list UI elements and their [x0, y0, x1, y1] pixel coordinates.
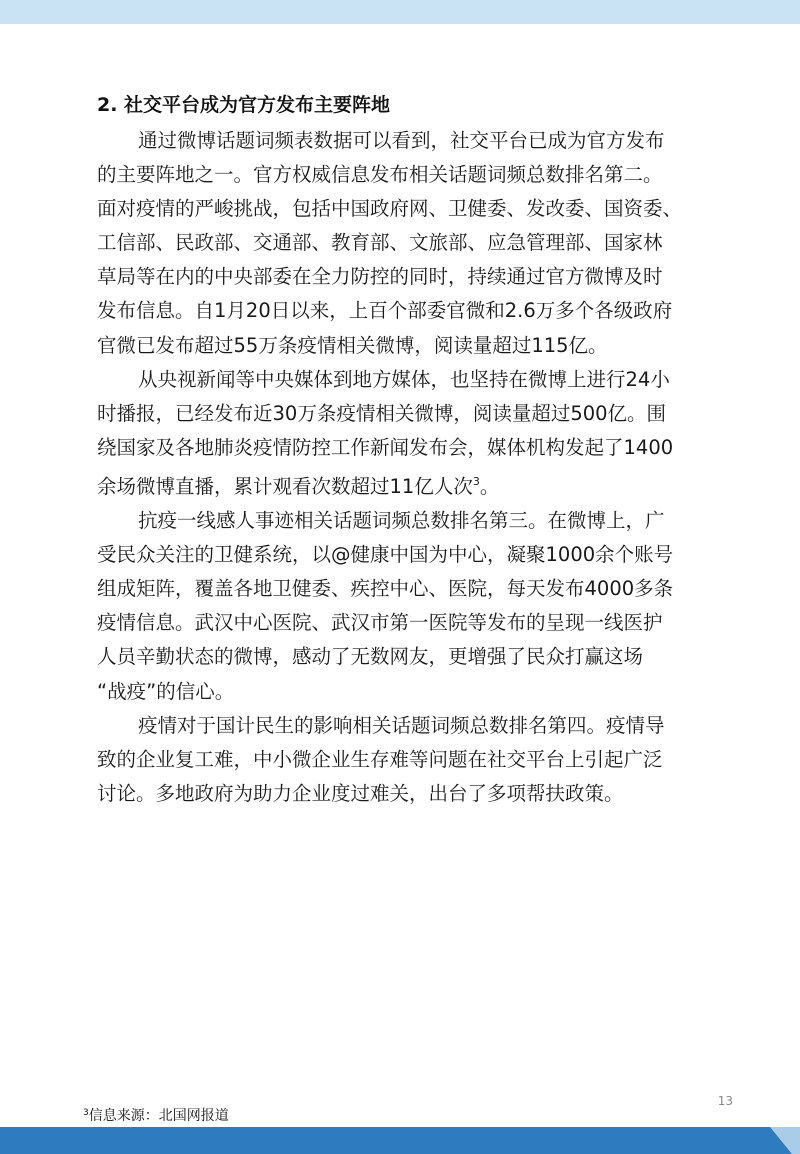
footnote	[83, 1104, 229, 1125]
paragraph-official-release	[97, 124, 705, 363]
text-line: 官微已发布超过55万条疫情相关微博，阅读量超过115亿。	[97, 333, 608, 357]
text-line-tail: 。	[479, 474, 500, 498]
text-line: 抗疫一线感人事迹相关话题词频总数排名第三。在微博上，广	[138, 509, 665, 533]
text-line: 疫情信息。武汉中心医院、武汉市第一医院等发布的呈现一线医护	[97, 611, 663, 635]
text-line: 组成矩阵，覆盖各地卫健委、疾控中心、医院，每天发布4000多条	[97, 577, 674, 601]
text-line: 绕国家及各地肺炎疫情防控工作新闻发布会，媒体机构发起了1400	[97, 435, 674, 459]
paragraph-frontline-stories	[97, 504, 705, 709]
header-decorative-band	[0, 0, 800, 24]
text-line: “战疫”的信心。	[97, 679, 235, 703]
text-line-content: 余场微博直播，累计观看次数超过11亿人次	[97, 474, 473, 498]
footnote-mark: 3	[83, 1108, 89, 1118]
text-line: 的主要阵地之一。官方权威信息发布相关话题词频总数排名第二。	[97, 163, 663, 187]
section-heading: 2. 社交平台成为官方发布主要阵地	[97, 94, 391, 116]
text-line: 人员辛勤状态的微博，感动了无数网友，更增强了民众打赢这场	[97, 645, 644, 669]
paragraph-economic-impact	[97, 709, 705, 811]
footer-decorative-band	[0, 1127, 800, 1154]
text-line	[97, 465, 705, 504]
page-number: 13	[717, 1094, 733, 1108]
text-line: 致的企业复工难，中小微企业生存难等问题在社交平台上引起广泛	[97, 747, 663, 771]
text-line: 时播报，已经发布近30万条疫情相关微博，阅读量超过500亿。围	[97, 401, 667, 425]
paragraph-media-coverage	[97, 363, 705, 504]
text-line: 面对疫情的严峻挑战，包括中国政府网、卫健委、发改委、国资委、	[97, 197, 683, 221]
text-line: 从央视新闻等中央媒体到地方媒体，也坚持在微博上进行24小	[138, 367, 670, 391]
text-line: 通过微博话题词频表数据可以看到，社交平台已成为官方发布	[138, 129, 665, 152]
footnote-text: 信息来源：北国网报道	[88, 1108, 229, 1124]
text-line: 草局等在内的中央部委在全力防控的同时，持续通过官方微博及时	[97, 265, 663, 289]
text-line: 受民众关注的卫健系统，以@健康中国为中心，凝聚1000余个账号	[97, 543, 674, 567]
text-line: 讨论。多地政府为助力企业度过难关，出台了多项帮扶政策。	[97, 781, 624, 805]
text-line: 发布信息。自1月20日以来，上百个部委官微和2.6万多个各级政府	[97, 299, 673, 323]
body-text	[97, 124, 705, 811]
text-line: 工信部、民政部、交通部、教育部、文旅部、应急管理部、国家林	[97, 231, 663, 255]
footer-band-main	[0, 1127, 792, 1154]
text-line: 疫情对于国计民生的影响相关话题词频总数排名第四。疫情导	[138, 713, 665, 737]
footnote-reference-mark[interactable]: 3	[472, 474, 480, 488]
